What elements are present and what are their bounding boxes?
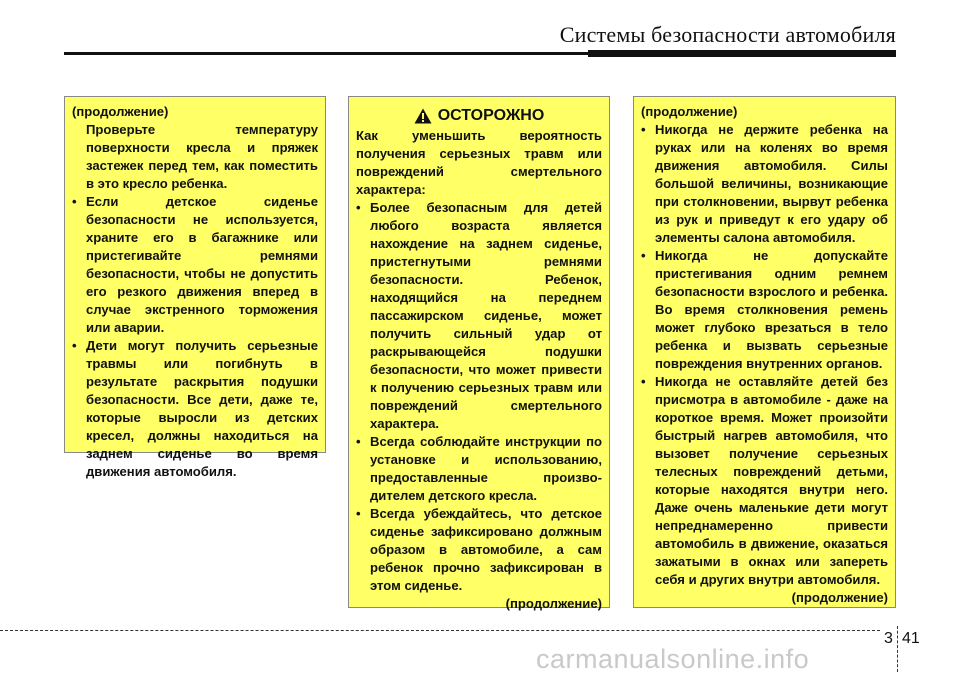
bullet-text: Дети могут получить серьезные травмы или погибнуть в результате раскрытия подушки безопасности. Все дети, даже те, которые выросли из детских кресел, должны находиться на заднем сиденье во время движения автомобиля. <box>86 338 318 479</box>
continued-label: (продолжение) <box>791 590 888 605</box>
bullet-text: Никогда не оставляйте детей без присмотра в автомобиле - даже на короткое время. Может произойти быстрый нагрев автомобиля, что вызовет получение серьезных телесных повреждений детьми, которые находятся внутри него. Даже очень маленькие дети могут непреднамеренно привести автомобиль в движение, оказаться зажатыми в окнах или запереть себя и других внутри автомобиля. <box>655 374 888 587</box>
warning-title: ОСТОРОЖНО <box>437 107 545 124</box>
bullet-item <box>356 505 602 595</box>
continued-label: (продолжение) <box>72 104 169 119</box>
bullet-dot-icon: • <box>356 200 361 215</box>
watermark: carmanualsonline.info <box>536 644 810 674</box>
bullet-text: Всегда убеждайтесь, что детское сиденье зафиксировано должным образом в автомобиле, а сам ребенок прочно зафиксирован в этом сиденье. <box>370 506 602 593</box>
page-header-title: Системы безопасности автомобиля <box>559 22 896 47</box>
continued-label: (продолжение) <box>641 104 738 119</box>
bullet-dot-icon: • <box>356 506 361 521</box>
bullet-text: Если детское сиденье безопасности не используется, храните его в багажнике или пристегивайте ремнями безопасности, чтобы не допустить его резкого движения вперед в случае экстренного торможения или аварии. <box>86 194 318 335</box>
bullet-item <box>72 193 318 337</box>
page-number: 41 <box>902 630 920 647</box>
note-box-left <box>64 96 326 479</box>
bullet-text: Никогда не держите ребенка на руках или на коленях во время движения автомобиля. Силы большой величины, возникающие при столкновении, вырвут ребенка из рук и приведут к его удару об элементы салона автомобиля. <box>655 122 888 245</box>
header-rule-accent <box>588 50 896 57</box>
bullet-dot-icon: • <box>356 434 361 449</box>
warning-heading <box>356 107 602 125</box>
page-number-separator <box>897 626 898 672</box>
bullet-item <box>641 373 888 589</box>
bullet-item <box>72 337 318 481</box>
warning-triangle-icon <box>414 108 432 124</box>
bullet-dot-icon: • <box>641 122 646 137</box>
footer-dashed-rule <box>0 630 880 631</box>
bullet-item <box>356 433 602 505</box>
bullet-text: Более безопасным для детей любого возраста является нахождение на заднем сиденье, пристегнутыми ремнями безопасности. Ребенок, находящийся на переднем пассажирском сиденье, может получить сильный удар от раскрывающейся подушки безопасности, что может привести к получению серьезных травм или повреждений смертельного характера. <box>370 200 602 431</box>
intro-paragraph: Проверьте температуру поверхности кресла и пряжек застежек перед тем, как поместить в это кресло ребенка. <box>86 122 318 191</box>
bullet-dot-icon: • <box>72 338 77 353</box>
section-number: 3 <box>884 630 893 647</box>
bullet-item <box>641 247 888 373</box>
intro-paragraph: Как уменьшить вероятность получения серьезных травм или повреждений смертельного характера: <box>356 128 602 197</box>
bullet-dot-icon: • <box>641 374 646 389</box>
bullet-text: Никогда не допускайте пристегивания одним ремнем безопасности взрослого и ребенка. Во время столкновения ремень может глубоко врезаться в тело ребенка и вызвать серьезные повреждения внутренних органов. <box>655 248 888 371</box>
continued-label: (продолжение) <box>505 596 602 611</box>
bullet-dot-icon: • <box>641 248 646 263</box>
bullet-item <box>641 121 888 247</box>
bullet-text: Всегда соблюдайте инструкции по установке и использованию, предоставленные произво-дителем детского кресла. <box>370 434 602 503</box>
bullet-dot-icon: • <box>72 194 77 209</box>
bullet-item <box>356 199 602 433</box>
warning-box <box>348 96 610 611</box>
note-box-right <box>633 96 896 608</box>
